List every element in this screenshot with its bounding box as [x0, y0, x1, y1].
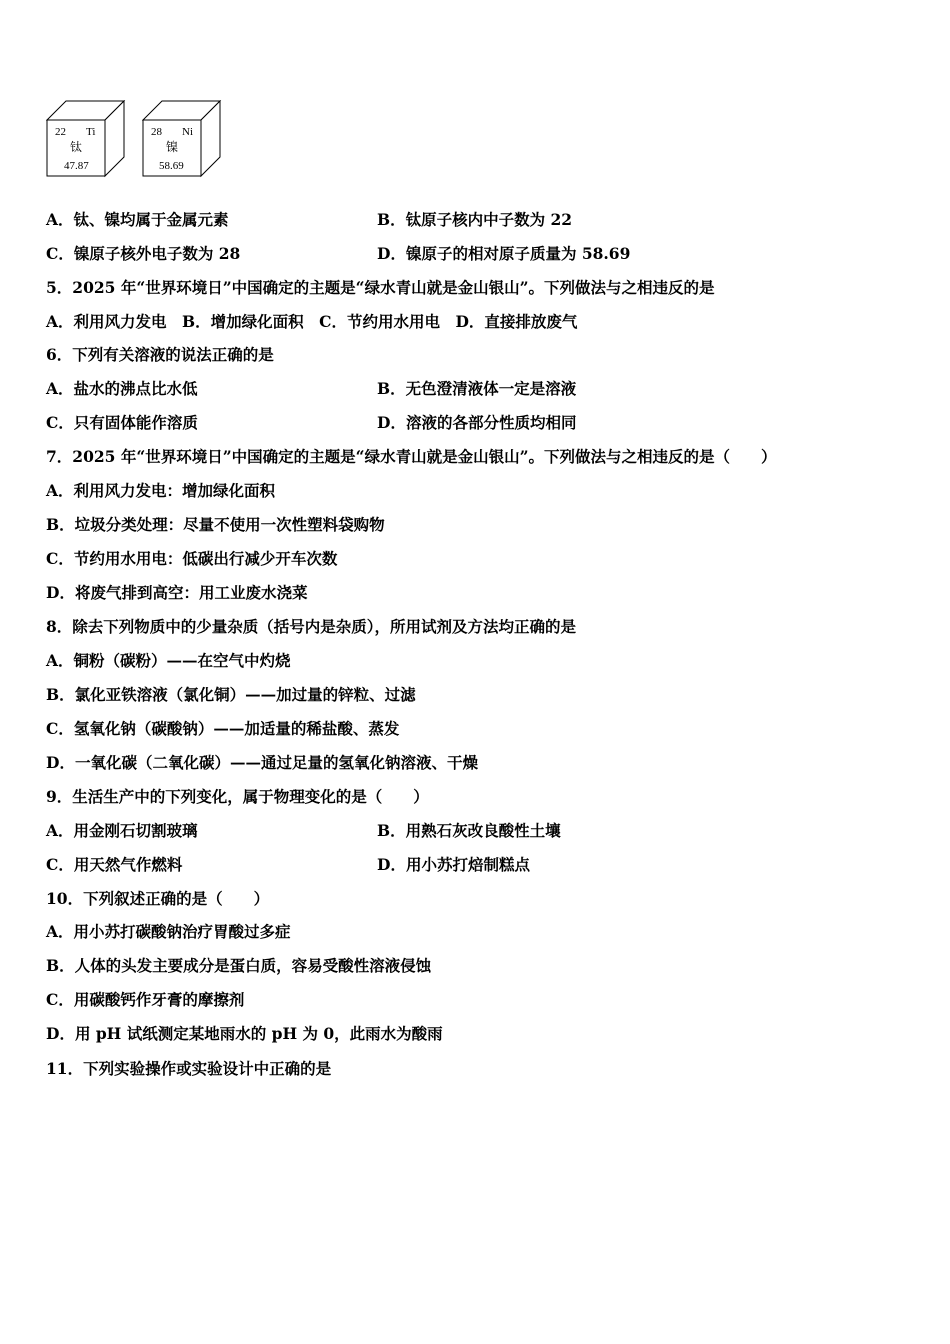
q6-option-a: A．盐水的沸点比水低 [46, 379, 198, 398]
q4-option-a: A．钛、镍均属于金属元素 [46, 210, 229, 229]
q10-option-c: C．用碳酸钙作牙膏的摩擦剂 [46, 990, 245, 1009]
q9-option-d: D．用小苏打焙制糕点 [377, 855, 530, 874]
q7-stem: 7．2025 年“世界环境日”中国确定的主题是“绿水青山就是金山银山”。下列做法与之相违反的是（ ） [46, 447, 777, 466]
q9-option-b: B．用熟石灰改良酸性土壤 [377, 821, 561, 840]
q5-stem: 5．2025 年“世界环境日”中国确定的主题是“绿水青山就是金山银山”。下列做法与之相违反的是 [46, 278, 715, 297]
q9-option-a: A．用金刚石切割玻璃 [46, 821, 198, 840]
element-mass-ti: 47.87 [64, 160, 89, 172]
q9-stem: 9．生活生产中的下列变化，属于物理变化的是（ ） [46, 787, 429, 806]
element-symbol-ti: Ti [86, 126, 96, 138]
q7-option-d: D．将废气排到高空：用工业废水浇菜 [46, 583, 308, 602]
q10-stem: 10．下列叙述正确的是（ ） [46, 889, 270, 908]
q8-option-d: D．一氧化碳（二氧化碳）——通过足量的氢氧化钠溶液、干燥 [46, 753, 478, 772]
q8-option-a: A．铜粉（碳粉）——在空气中灼烧 [46, 651, 291, 670]
q10-option-b: B．人体的头发主要成分是蛋白质，容易受酸性溶液侵蚀 [46, 956, 432, 975]
q6-stem: 6．下列有关溶液的说法正确的是 [46, 345, 274, 364]
q8-stem: 8．除去下列物质中的少量杂质（括号内是杂质），所用试剂及方法均正确的是 [46, 617, 577, 636]
element-cube-ni-icon [142, 100, 222, 178]
q10-option-a: A．用小苏打碳酸钠治疗胃酸过多症 [46, 922, 291, 941]
element-name-ti: 钛 [70, 140, 83, 154]
element-card-ti [46, 100, 126, 178]
q7-option-a: A．利用风力发电：增加绿化面积 [46, 481, 276, 500]
element-number-ni: 28 [151, 126, 162, 138]
q7-option-c: C．节约用水用电：低碳出行减少开车次数 [46, 549, 338, 568]
q7-option-b: B．垃圾分类处理：尽量不使用一次性塑料袋购物 [46, 515, 385, 534]
q6-option-d: D．溶液的各部分性质均相同 [377, 413, 577, 432]
q4-option-b: B．钛原子核内中子数为 22 [377, 210, 573, 229]
q10-option-d: D．用 pH 试纸测定某地雨水的 pH 为 0，此雨水为酸雨 [46, 1024, 443, 1043]
q4-option-d: D．镍原子的相对原子质量为 58.69 [377, 244, 631, 263]
q8-option-b: B．氯化亚铁溶液（氯化铜）——加过量的锌粒、过滤 [46, 685, 416, 704]
q11-stem: 11．下列实验操作或实验设计中正确的是 [46, 1059, 332, 1078]
q9-option-c: C．用天然气作燃料 [46, 855, 183, 874]
element-card-ni [142, 100, 222, 178]
q6-option-c: C．只有固体能作溶质 [46, 413, 198, 432]
q4-option-c: C．镍原子核外电子数为 28 [46, 244, 241, 263]
element-mass-ni: 58.69 [159, 160, 184, 172]
element-name-ni: 镍 [166, 140, 179, 154]
q6-option-b: B．无色澄清液体一定是溶液 [377, 379, 577, 398]
q5-options: A．利用风力发电 B．增加绿化面积 C．节约用水用电 D．直接排放废气 [46, 312, 578, 331]
q8-option-c: C．氢氧化钠（碳酸钠）——加适量的稀盐酸、蒸发 [46, 719, 400, 738]
element-cube-ti-icon [46, 100, 126, 178]
element-symbol-ni: Ni [182, 126, 193, 138]
element-number-ti: 22 [55, 126, 66, 138]
